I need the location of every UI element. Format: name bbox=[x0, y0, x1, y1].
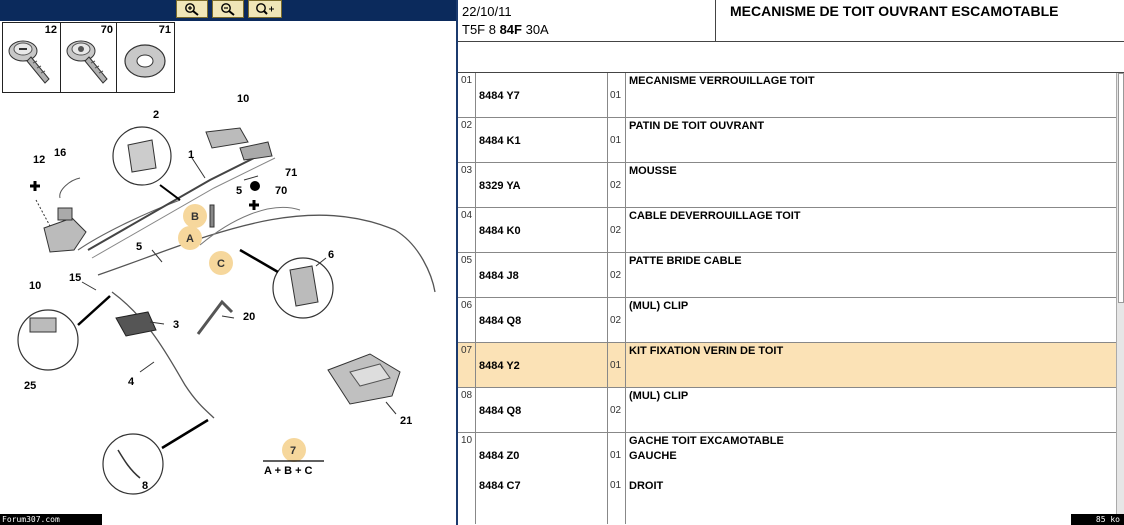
part-desc: MOUSSE bbox=[629, 165, 677, 177]
part-desc: GACHE TOIT EXCAMOTABLE bbox=[629, 435, 784, 447]
callout-label: 71 bbox=[285, 167, 298, 179]
file-size: 85 ko bbox=[1071, 514, 1124, 525]
part-desc: KIT FIXATION VERIN DE TOIT bbox=[629, 345, 784, 357]
callout-label: 6 bbox=[328, 249, 335, 261]
part-desc: PATTE BRIDE CABLE bbox=[629, 255, 742, 267]
callout-label: 7 bbox=[290, 445, 297, 457]
doc-date: 22/10/11 bbox=[462, 4, 512, 19]
thumbnail-number: 71 bbox=[158, 24, 171, 36]
circle-letter-c: C bbox=[217, 258, 225, 270]
part-desc: CABLE DEVERROUILLAGE TOIT bbox=[629, 210, 801, 222]
thumbnail-number: 70 bbox=[100, 24, 113, 36]
part-ref: 8484 J8 bbox=[479, 270, 519, 282]
callout-label: 8 bbox=[142, 480, 149, 492]
callout-label: 70 bbox=[275, 185, 288, 197]
callout-label: 12 bbox=[33, 154, 46, 166]
part-qty: 01 bbox=[610, 360, 622, 371]
table-row[interactable]: 04 8484 K0 02 CABLE DEVERROUILLAGE TOIT bbox=[458, 208, 1116, 253]
callout-label: 20 bbox=[243, 311, 256, 323]
callout-label: 15 bbox=[69, 272, 82, 284]
part-qty: 02 bbox=[610, 225, 622, 236]
part-ref: 8484 C7 bbox=[479, 480, 521, 492]
header-spacer bbox=[458, 42, 1124, 73]
vertical-scrollbar[interactable] bbox=[1116, 73, 1124, 514]
part-ref: 8484 Y7 bbox=[479, 90, 520, 102]
part-desc: MECANISME VERROUILLAGE TOIT bbox=[629, 75, 815, 87]
site-footer: Forum307.com bbox=[0, 514, 102, 525]
part-desc: PATIN DE TOIT OUVRANT bbox=[629, 120, 765, 132]
table-row-selected[interactable]: 07 8484 Y2 01 KIT FIXATION VERIN DE TOIT bbox=[458, 343, 1116, 388]
circle-letter-b: B bbox=[191, 211, 199, 223]
callout-label: 2 bbox=[153, 109, 160, 121]
part-desc: (MUL) CLIP bbox=[629, 300, 689, 312]
part-qty: 02 bbox=[610, 270, 622, 281]
part-ref: 8484 Y2 bbox=[479, 360, 520, 372]
scrollbar-thumb[interactable] bbox=[1118, 73, 1124, 303]
callout-label: 10 bbox=[29, 280, 42, 292]
part-ref: 8484 Q8 bbox=[479, 315, 522, 327]
part-qty: 01 bbox=[610, 90, 622, 101]
circle-letter-a: A bbox=[186, 233, 194, 245]
part-qty: 01 bbox=[610, 480, 622, 491]
callout-label: 4 bbox=[128, 376, 135, 388]
part-qty: 01 bbox=[610, 450, 622, 461]
part-ref: 8484 Q8 bbox=[479, 405, 522, 417]
table-row[interactable]: 10 8484 Z0 8484 C7 01 01 GACHE TOIT EXCAMOTABLE GAUCHE DROIT bbox=[458, 433, 1116, 524]
part-ref: 8484 Z0 bbox=[479, 450, 520, 462]
diagram-pane bbox=[0, 0, 456, 525]
callout-label: 21 bbox=[400, 415, 413, 427]
callout-label: 5 bbox=[236, 185, 243, 197]
part-qty: 02 bbox=[610, 405, 622, 416]
page-title: MECANISME DE TOIT OUVRANT ESCAMOTABLE bbox=[716, 0, 1124, 42]
part-qty: 02 bbox=[610, 315, 622, 326]
callout-label: 5 bbox=[136, 241, 143, 253]
exploded-diagram bbox=[0, 0, 456, 514]
doc-meta bbox=[458, 0, 716, 42]
table-row[interactable]: 05 8484 J8 02 PATTE BRIDE CABLE bbox=[458, 253, 1116, 298]
lock-mechanism-part bbox=[44, 178, 86, 252]
table-row[interactable]: 03 8329 YA 02 MOUSSE bbox=[458, 163, 1116, 208]
callout-label: 25 bbox=[24, 380, 37, 392]
table-row[interactable]: 02 8484 K1 01 PATIN DE TOIT OUVRANT bbox=[458, 118, 1116, 163]
table-row[interactable]: 01 8484 Y7 01 MECANISME VERROUILLAGE TOIT bbox=[458, 73, 1116, 118]
part-desc: (MUL) CLIP bbox=[629, 390, 689, 402]
part-qty: 02 bbox=[610, 180, 622, 191]
part-qty: 01 bbox=[610, 135, 622, 146]
callout-label: 1 bbox=[188, 149, 195, 161]
callout-label: 10 bbox=[237, 93, 250, 105]
table-row[interactable]: 08 8484 Q8 02 (MUL) CLIP bbox=[458, 388, 1116, 433]
parts-list-pane bbox=[458, 0, 1124, 525]
table-row[interactable]: 06 8484 Q8 02 (MUL) CLIP bbox=[458, 298, 1116, 343]
part-ref: 8329 YA bbox=[479, 180, 521, 192]
assembly-formula: A + B + C bbox=[264, 465, 313, 477]
thumbnail-number: 12 bbox=[44, 24, 57, 36]
callout-label: 3 bbox=[173, 319, 180, 331]
callout-label: 16 bbox=[54, 147, 67, 159]
part-ref: 8484 K0 bbox=[479, 225, 521, 237]
part-ref: 8484 K1 bbox=[479, 135, 521, 147]
part-desc: DROIT bbox=[629, 480, 664, 492]
part-desc: GAUCHE bbox=[629, 450, 677, 462]
doc-code: T5F 8 84F 30A bbox=[462, 22, 549, 37]
